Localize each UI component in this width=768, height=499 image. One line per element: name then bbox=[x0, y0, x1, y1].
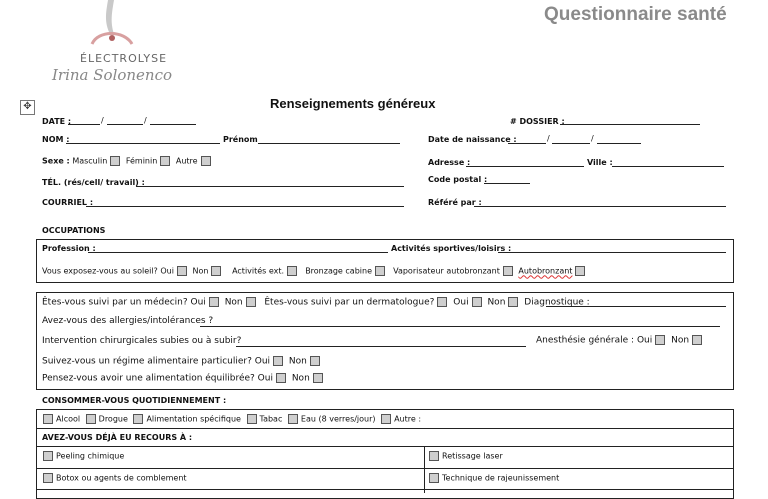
vaporisateur-checkbox[interactable] bbox=[503, 266, 513, 276]
divider bbox=[36, 446, 734, 447]
ville-field[interactable] bbox=[612, 166, 724, 167]
medecin-label: Êtes-vous suivi par un médecin? Oui bbox=[42, 297, 206, 308]
naissance-sep: / bbox=[547, 134, 550, 143]
feminin-checkbox[interactable] bbox=[160, 156, 170, 166]
soleil-label: Vous exposez-vous au soleil? Oui bbox=[42, 266, 174, 276]
dossier-label: # DOSSIER : bbox=[510, 117, 565, 126]
botox-item bbox=[40, 473, 187, 483]
diagnostique-field[interactable] bbox=[546, 306, 726, 307]
drogue-label: Drogue bbox=[98, 414, 128, 424]
regime-oui-checkbox[interactable] bbox=[273, 356, 283, 366]
autre-label: Autre bbox=[175, 156, 198, 166]
date-sep2: / bbox=[144, 116, 147, 125]
regime-row bbox=[42, 356, 323, 367]
anesthesie-non-label: Non bbox=[671, 335, 690, 346]
allergies-field[interactable] bbox=[200, 326, 720, 327]
activites-field[interactable] bbox=[498, 252, 726, 253]
courriel-field[interactable] bbox=[86, 206, 404, 207]
masculin-label: Masculin bbox=[72, 156, 108, 166]
anesthesie-label: Anesthésie générale : Oui bbox=[536, 335, 653, 346]
feminin-label: Féminin bbox=[125, 156, 158, 166]
alcool-label: Alcool bbox=[56, 414, 81, 424]
masculin-checkbox[interactable] bbox=[110, 156, 120, 166]
botox-label: Botox ou agents de comblement bbox=[56, 473, 187, 483]
tabac-checkbox[interactable] bbox=[247, 414, 257, 424]
prenom-label: Prénom bbox=[223, 135, 258, 144]
column-divider bbox=[424, 446, 425, 493]
intervention-field[interactable] bbox=[236, 346, 526, 347]
anesthesie-row bbox=[536, 335, 705, 346]
dermato-checkbox[interactable] bbox=[437, 297, 447, 307]
logo-line1: ÉLECTROLYSE bbox=[80, 52, 168, 65]
divider bbox=[36, 468, 734, 469]
alimentation-specifique-checkbox[interactable] bbox=[133, 414, 143, 424]
retissage-label: Retissage laser bbox=[442, 451, 503, 461]
divider bbox=[36, 428, 734, 429]
dermato-label: Êtes-vous suivi par un dermatologue? bbox=[264, 297, 435, 308]
ville-label: Ville : bbox=[587, 158, 613, 167]
activites-label: Activités sportives/loisirs : bbox=[391, 244, 512, 253]
drogue-checkbox[interactable] bbox=[86, 414, 96, 424]
medecin-non-label: Non bbox=[224, 297, 243, 308]
divider bbox=[36, 489, 734, 490]
profession-label: Profession : bbox=[42, 244, 96, 253]
alimentation-label: Pensez-vous avoir une alimentation équilibrée? Oui bbox=[42, 373, 273, 384]
dermato-oui-checkbox[interactable] bbox=[472, 297, 482, 307]
autre-checkbox[interactable] bbox=[201, 156, 211, 166]
autobronzant-label: Autobronzant bbox=[518, 266, 573, 276]
courriel-label: COURRIEL : bbox=[42, 198, 94, 207]
logo-line2: Irina Solonenco bbox=[52, 66, 173, 84]
occupations-box bbox=[36, 239, 734, 283]
bronzage-checkbox[interactable] bbox=[375, 266, 385, 276]
regime-non-checkbox[interactable] bbox=[310, 356, 320, 366]
code-postal-label: Code postal : bbox=[428, 175, 488, 184]
tel-label: TÉL. (rés/cell/ travail) : bbox=[42, 178, 145, 187]
alimentation-specifique-label: Alimentation spécifique bbox=[146, 414, 241, 424]
botox-checkbox[interactable] bbox=[43, 473, 53, 483]
date-day-field[interactable] bbox=[68, 124, 100, 125]
date-sep: / bbox=[101, 116, 104, 125]
act-ext-checkbox[interactable] bbox=[287, 266, 297, 276]
medecin-non-checkbox[interactable] bbox=[246, 297, 256, 307]
section-title: Renseignements généreux bbox=[270, 96, 436, 111]
soleil-non-checkbox[interactable] bbox=[211, 266, 221, 276]
refere-field[interactable] bbox=[474, 206, 726, 207]
peeling-label: Peeling chimique bbox=[56, 451, 125, 461]
rajeunissement-checkbox[interactable] bbox=[429, 473, 439, 483]
refere-label: Référé par : bbox=[428, 198, 482, 207]
autre-consommer-checkbox[interactable] bbox=[381, 414, 391, 424]
naissance-day-field[interactable] bbox=[508, 143, 546, 144]
naissance-month-field[interactable] bbox=[552, 143, 590, 144]
tel-field[interactable] bbox=[136, 186, 404, 187]
prenom-field[interactable] bbox=[258, 143, 400, 144]
dermato-non-label: Non bbox=[487, 297, 506, 308]
consommer-title: CONSOMMER-VOUS QUOTIDIENNEMENT : bbox=[42, 396, 227, 405]
move-handle-icon[interactable]: ✥ bbox=[20, 100, 35, 115]
diagnostique-label: Diagnostique : bbox=[524, 297, 590, 308]
profession-field[interactable] bbox=[88, 252, 388, 253]
dermato-non-checkbox[interactable] bbox=[508, 297, 518, 307]
logo-graphic bbox=[78, 0, 148, 48]
date-year-field[interactable] bbox=[150, 124, 196, 125]
bronzage-label: Bronzage cabine bbox=[305, 266, 372, 276]
medecin-row bbox=[42, 297, 590, 308]
alimentation-oui-checkbox[interactable] bbox=[276, 373, 286, 383]
rajeunissement-label: Technique de rajeunissement bbox=[442, 473, 560, 483]
autobronzant-checkbox[interactable] bbox=[575, 266, 585, 276]
eau-checkbox[interactable] bbox=[288, 414, 298, 424]
alimentation-non-checkbox[interactable] bbox=[313, 373, 323, 383]
peeling-checkbox[interactable] bbox=[43, 451, 53, 461]
dossier-field[interactable] bbox=[560, 124, 700, 125]
sexe-label: Sexe : bbox=[42, 156, 70, 166]
vaporisateur-label: Vaporisateur autobronzant bbox=[393, 266, 500, 276]
nom-label: NOM : bbox=[42, 135, 70, 144]
intervention-label: Intervention chirurgicales subies ou à subir? bbox=[42, 336, 242, 346]
anesthesie-oui-checkbox[interactable] bbox=[655, 335, 665, 345]
rajeunissement-item bbox=[426, 473, 559, 483]
retissage-item bbox=[426, 451, 503, 461]
date-month-field[interactable] bbox=[107, 124, 143, 125]
consommer-row bbox=[40, 414, 421, 424]
medecin-oui-checkbox[interactable] bbox=[209, 297, 219, 307]
date-label: DATE : bbox=[42, 117, 72, 126]
adresse-label: Adresse : bbox=[428, 158, 471, 167]
alcool-checkbox[interactable] bbox=[43, 414, 53, 424]
tabac-label: Tabac bbox=[259, 414, 283, 424]
alimentation-non-label: Non bbox=[291, 373, 310, 384]
act-ext-label: Activités ext. bbox=[232, 266, 285, 276]
recours-title: AVEZ-VOUS DÉJÀ EU RECOURS À : bbox=[42, 433, 193, 442]
code-postal-field[interactable] bbox=[484, 183, 530, 184]
regime-label: Suivez-vous un régime alimentaire particulier? Oui bbox=[42, 356, 271, 367]
eau-label: Eau (8 verres/jour) bbox=[300, 414, 376, 424]
naissance-label: Date de naissance : bbox=[428, 135, 517, 144]
peeling-item bbox=[40, 451, 124, 461]
page-title: Questionnaire santé bbox=[544, 4, 727, 25]
naissance-year-field[interactable] bbox=[597, 143, 641, 144]
anesthesie-non-checkbox[interactable] bbox=[692, 335, 702, 345]
nom-field[interactable] bbox=[66, 143, 220, 144]
regime-non-label: Non bbox=[288, 356, 307, 367]
soleil-row bbox=[42, 266, 588, 276]
allergies-label: Avez-vous des allergies/intolérances ? bbox=[42, 316, 214, 326]
soleil-oui-checkbox[interactable] bbox=[177, 266, 187, 276]
sexe-row bbox=[42, 156, 214, 166]
autre-consommer-label: Autre : bbox=[394, 414, 422, 424]
occupations-title: OCCUPATIONS bbox=[42, 226, 106, 235]
adresse-field[interactable] bbox=[466, 166, 584, 167]
naissance-sep2: / bbox=[591, 134, 594, 143]
alimentation-row bbox=[42, 373, 326, 384]
retissage-checkbox[interactable] bbox=[429, 451, 439, 461]
soleil-non-label: Non bbox=[192, 266, 209, 276]
dermato-oui-label: Oui bbox=[453, 297, 469, 308]
